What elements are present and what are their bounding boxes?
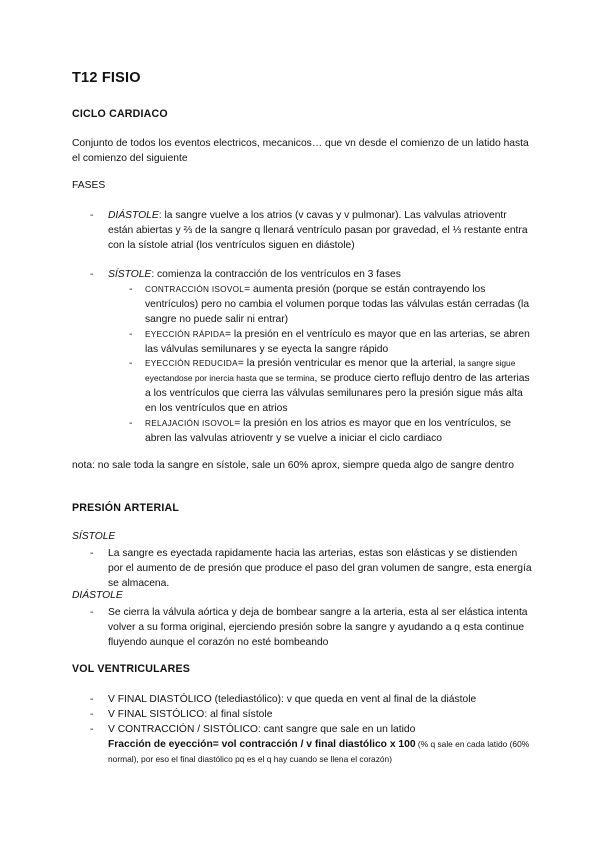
fraccion-note: (% q sale en cada latido (60% normal), por eso el final diastólico pq es el q hay cuando se llena el corazón)	[108, 739, 530, 764]
diastole-text: : la sangre vuelve a los atrios (v cavas y v pulmonar). Las valvulas atrioventr están abiertas y ⅔ de la sangre q llenará ventrículo pasan por gravedad, el ⅓ restante entra con la sístole atrial (los ventrículos siguen en diástole)	[108, 210, 528, 251]
sub-bullet-dash: -	[129, 284, 133, 295]
presion-sistole-label: SÍSTOLE	[72, 531, 116, 542]
presion-diastole-text: Se cierra la válvula aórtica y deja de bombear sangre a la arteria, esta al ser elástica intenta volver a su forma original, ejerciendo presión sobre la sangre y ayudando a q esta continue fluyendo aunque el corazón no esté bombeando	[108, 607, 528, 648]
presion-sistole-text: La sangre es eyectada rapidamente hacia las arterias, estas son elásticas y se distienden por el aumento de de presión que produce el paso del gran volumen de sangre, esta energía se almacena.	[108, 548, 532, 589]
diastole-term: DIÁSTOLE	[108, 210, 159, 221]
bullet-dash: -	[90, 709, 94, 720]
sub-label: RELAJACIÓN ISOVOL	[145, 419, 235, 428]
sub-text: = la presión en los atrios es mayor que en los ventrículos, se abren las valvulas atrioventr y se vuelve a iniciar el ciclo cardiaco	[145, 418, 512, 444]
bullet-dash: -	[90, 269, 94, 280]
ciclo-intro: Conjunto de todos los eventos electricos, mecanicos… que vn desde el comienzo de un latido hasta el comienzo del siguiente	[72, 138, 529, 164]
sub-item-relajacion	[145, 416, 533, 446]
section-heading-vol: VOL VENTRICULARES	[72, 663, 190, 675]
section-heading-presion: PRESIÓN ARTERIAL	[72, 502, 179, 514]
fraccion-formula: Fracción de eyección= vol contracción / v final diastólico x 100	[108, 739, 416, 750]
bullet-dash: -	[90, 607, 94, 618]
sistole-text: : comienza la contracción de los ventrículos en 3 fases	[151, 269, 401, 280]
bullet-dash: -	[90, 724, 94, 735]
sub-bullet-dash: -	[129, 329, 133, 340]
presion-diastole-label: DIÁSTOLE	[72, 590, 123, 601]
sub-bullet-dash: -	[129, 418, 133, 429]
vol-item: V FINAL SISTÓLICO: al final sístole	[108, 709, 273, 720]
vol-item: V CONTRACCIÓN / SISTÓLICO: cant sangre que sale en un latido	[108, 724, 416, 735]
bullet-dash: -	[90, 210, 94, 221]
sub-text: = la presión en el ventrículo es mayor que en las arterias, se abren las válvulas semilunares y se eyecta la sangre rápido	[145, 329, 530, 355]
sistole-term: SÍSTOLE	[108, 269, 152, 280]
sub-text-2: , se produce cierto reflujo dentro de las arterias a los ventrículos que cierra las válvulas semilunares pero la presión sigue más alta en los ventrículos que en atrios	[145, 373, 530, 414]
sub-item-eyeccion-reducida	[145, 356, 533, 416]
fraccion-eyeccion	[108, 737, 533, 767]
sub-item-contraccion	[145, 282, 533, 327]
sub-label: EYECCIÓN REDUCIDA	[145, 359, 238, 368]
sub-label: CONTRACCIÓN ISOVOL	[145, 285, 245, 294]
nota: nota: no sale toda la sangre en sístole, sale un 60% aprox, siempre queda algo de sangre dentro	[72, 460, 514, 471]
sub-bullet-dash: -	[129, 358, 133, 369]
sub-text: = aumenta presión (porque se están contrayendo los ventrículos) pero no cambia el volumen porque todas las válvulas están cerradas (la sangre no puede salir ni entrar)	[145, 284, 530, 325]
diastole-item	[108, 208, 533, 253]
bullet-dash: -	[90, 694, 94, 705]
section-heading-ciclo: CICLO CARDIACO	[72, 108, 168, 120]
fases-label: FASES	[72, 180, 106, 191]
sub-small-text: la sangre sigue eyectandose por inercia hasta que se termina	[145, 358, 516, 383]
sub-text: = la presión ventricular es menor que la arterial,	[237, 358, 459, 369]
sub-item-eyeccion-rapida	[145, 327, 533, 357]
document-title: T12 FISIO	[72, 70, 141, 86]
sub-label: EYECCIÓN RÁPIDA	[145, 330, 226, 339]
sistole-item	[108, 267, 533, 282]
bullet-dash: -	[90, 548, 94, 559]
vol-item: V FINAL DIASTÓLICO (telediastólico): v que queda en vent al final de la diástole	[108, 694, 477, 705]
